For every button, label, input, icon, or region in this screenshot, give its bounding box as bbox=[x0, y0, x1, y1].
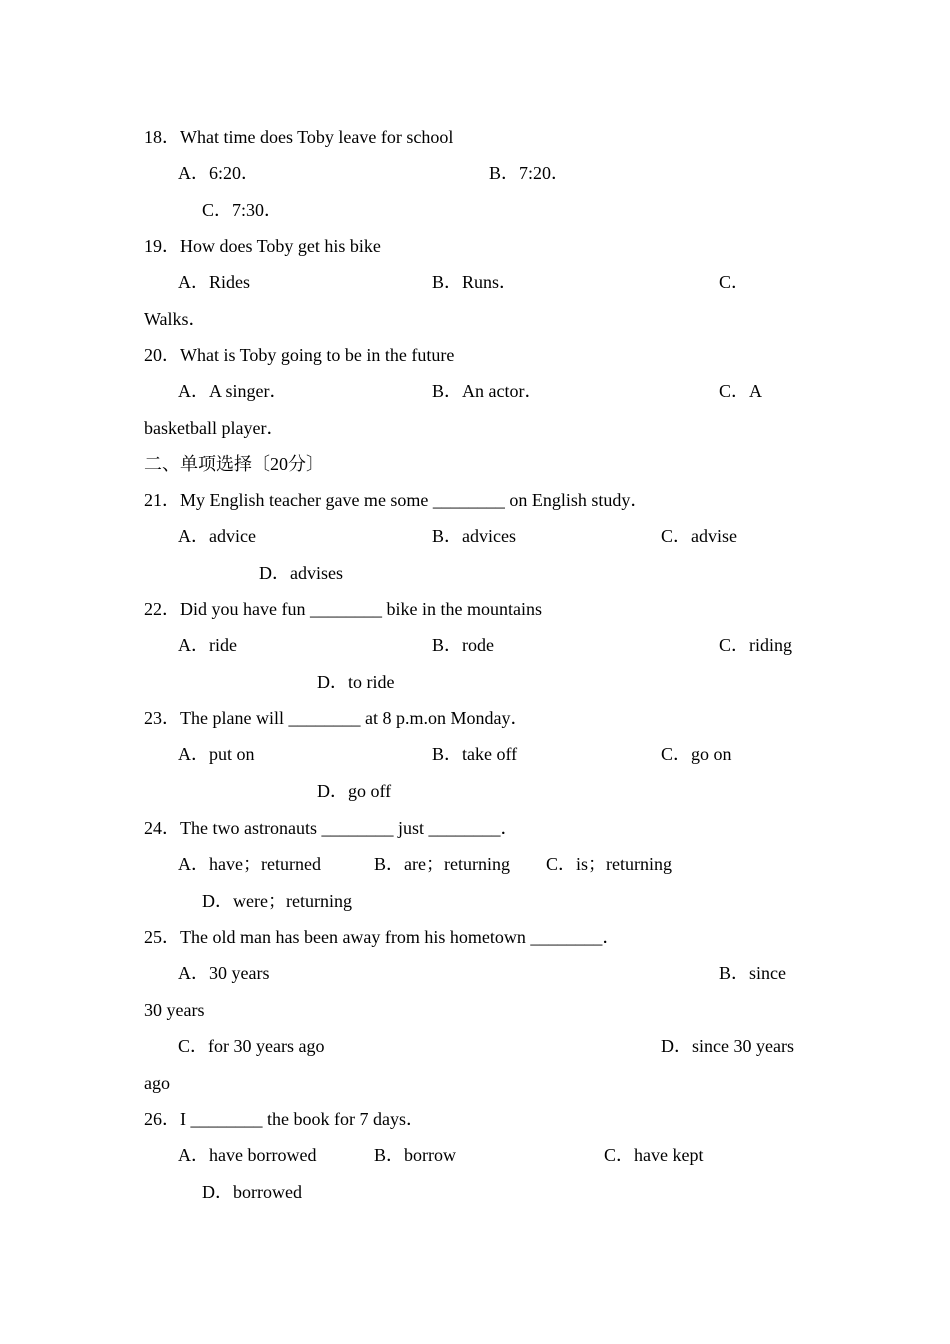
question-25-option-c: C．for 30 years ago bbox=[178, 1036, 325, 1056]
question-26-option-d: D．borrowed bbox=[202, 1182, 302, 1202]
question-23-option-d: D．go off bbox=[317, 781, 392, 801]
question-18-stem: 18．What time does Toby leave for school bbox=[144, 127, 454, 147]
question-20-option-b: B．An actor． bbox=[432, 381, 543, 401]
question-24-stem: 24．The two astronauts ________ just ________． bbox=[144, 818, 519, 838]
question-21-stem: 21．My English teacher gave me some ________ on English study． bbox=[144, 490, 649, 510]
question-21-option-b: B．advices bbox=[432, 526, 516, 546]
question-24-option-d: D．were；returning bbox=[202, 891, 352, 911]
question-24-option-c: C．is；returning bbox=[546, 854, 672, 874]
question-23-option-b: B．take off bbox=[432, 744, 518, 764]
question-26-option-c: C．have kept bbox=[604, 1145, 704, 1165]
question-21-option-c: C．advise bbox=[661, 526, 737, 546]
question-22-option-a: A．ride bbox=[178, 635, 237, 655]
question-25-option-a: A．30 years bbox=[178, 963, 270, 983]
section-heading: 二、单项选择〔20分〕 bbox=[144, 454, 324, 474]
question-20-option-c: C．A bbox=[719, 381, 763, 401]
question-20-option-c-continued: basketball player． bbox=[144, 418, 285, 438]
question-25-option-d: D．since 30 years bbox=[661, 1036, 794, 1056]
question-24-option-b: B．are；returning bbox=[374, 854, 510, 874]
question-23-option-a: A．put on bbox=[178, 744, 255, 764]
question-22-stem: 22．Did you have fun ________ bike in the mountains bbox=[144, 599, 542, 619]
question-22-option-b: B．rode bbox=[432, 635, 494, 655]
question-24-option-a: A．have；returned bbox=[178, 854, 321, 874]
question-22-option-c: C．riding bbox=[719, 635, 793, 655]
question-19-stem: 19．How does Toby get his bike bbox=[144, 236, 381, 256]
question-23-option-c: C．go on bbox=[661, 744, 732, 764]
question-25-option-b: B．since bbox=[719, 963, 786, 983]
question-19-option-b: B．Runs． bbox=[432, 272, 518, 292]
question-18-option-a: A．6:20． bbox=[178, 163, 259, 183]
question-20-option-a: A．A singer． bbox=[178, 381, 288, 401]
question-21-option-d: D．advises bbox=[259, 563, 343, 583]
question-18-option-b: B．7:20． bbox=[489, 163, 570, 183]
question-26-option-a: A．have borrowed bbox=[178, 1145, 317, 1165]
question-21-option-a: A．advice bbox=[178, 526, 256, 546]
question-19-option-c-continued: Walks． bbox=[144, 309, 207, 329]
question-19-option-c: C． bbox=[719, 272, 750, 292]
question-25-stem: 25．The old man has been away from his hometown ________． bbox=[144, 927, 621, 947]
question-22-option-d: D．to ride bbox=[317, 672, 395, 692]
question-25-option-b-continued: 30 years bbox=[144, 1000, 205, 1020]
question-19-option-a: A．Rides bbox=[178, 272, 250, 292]
question-23-stem: 23．The plane will ________ at 8 p.m.on Monday． bbox=[144, 708, 529, 728]
question-20-stem: 20．What is Toby going to be in the future bbox=[144, 345, 455, 365]
question-26-option-b: B．borrow bbox=[374, 1145, 456, 1165]
question-18-option-c: C．7:30． bbox=[202, 200, 283, 220]
question-26-stem: 26．I ________ the book for 7 days． bbox=[144, 1109, 424, 1129]
question-25-option-d-continued: ago bbox=[144, 1073, 170, 1093]
